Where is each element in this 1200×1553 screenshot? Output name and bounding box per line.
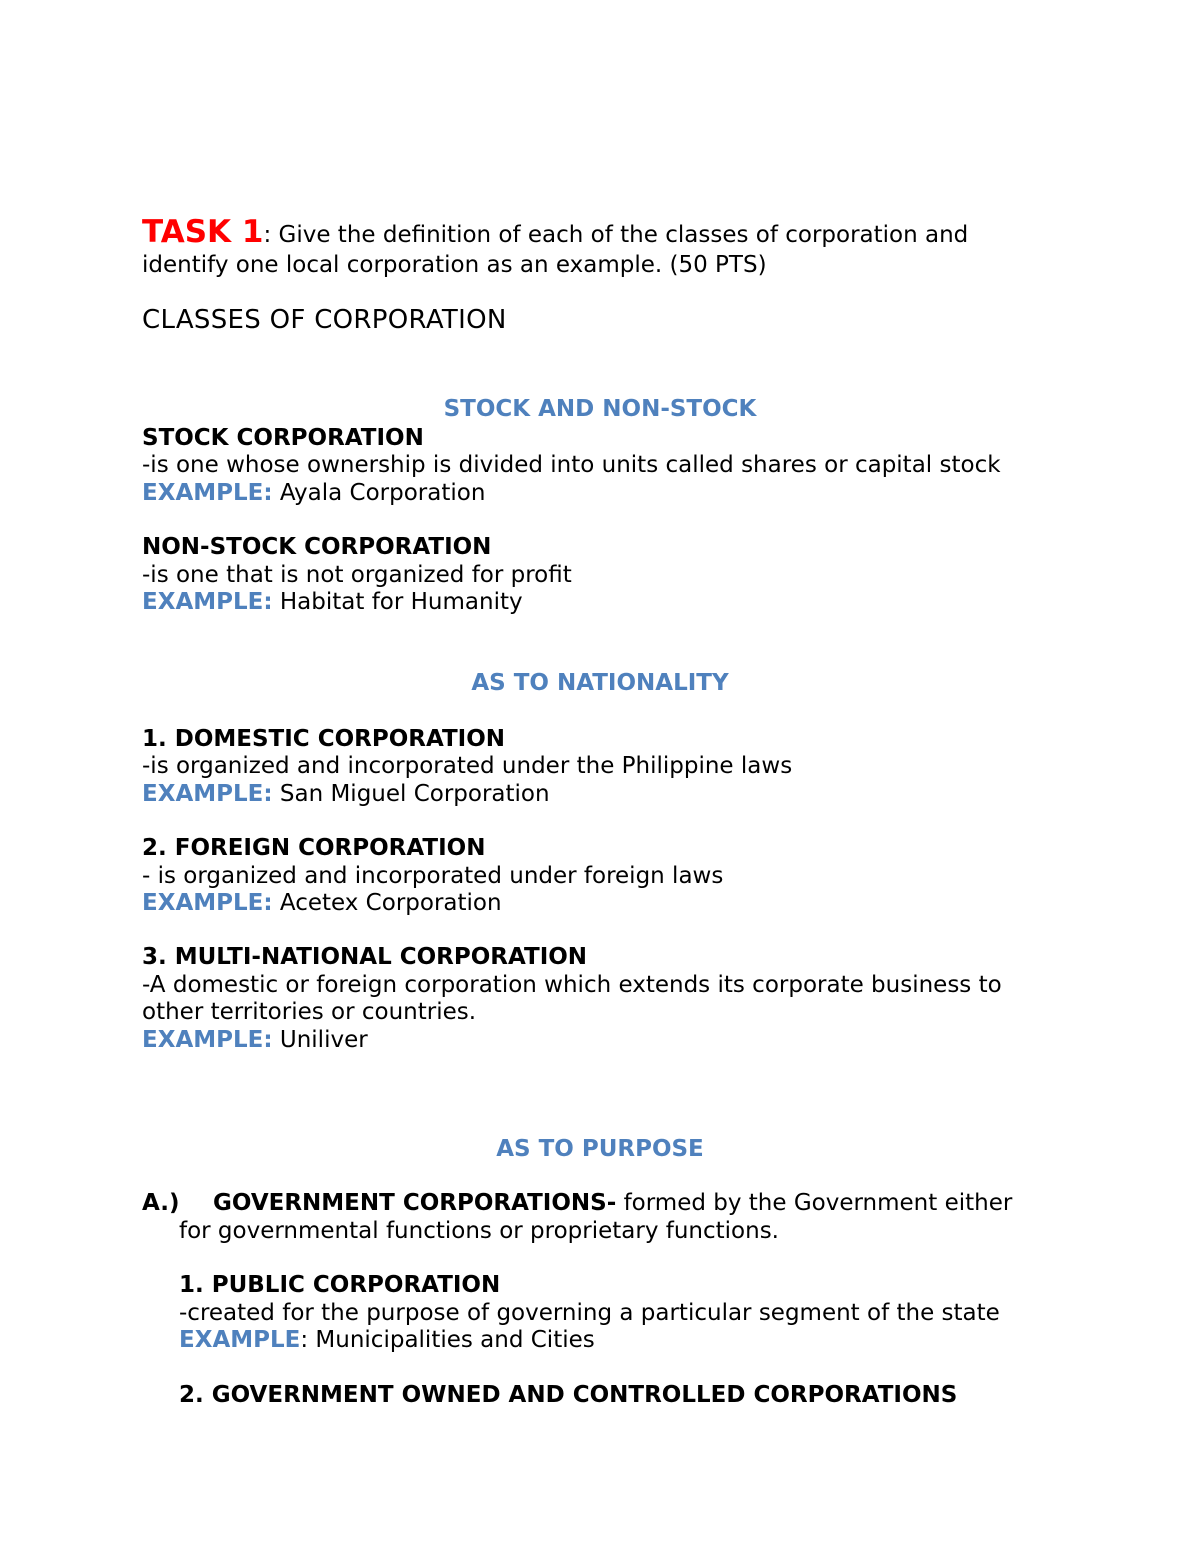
section-heading-purpose: AS TO PURPOSE [496,1136,704,1162]
task-instruction-line-2: identify one local corporation as an example. (50 PTS) [142,252,767,278]
example-label: EXAMPLE: [142,781,273,807]
example-label: EXAMPLE: [142,1027,273,1053]
domestic-corporation-title: 1. DOMESTIC CORPORATION [142,726,506,752]
government-corporations-definition: formed by the Government either [616,1190,1013,1216]
stock-corporation-definition: -is one whose ownership is divided into units called shares or capital stock [142,452,1001,478]
page-title: CLASSES OF CORPORATION [142,305,507,335]
foreign-corporation-title: 2. FOREIGN CORPORATION [142,835,486,861]
section-heading-nationality: AS TO NATIONALITY [471,670,729,696]
government-corporations-marker: A.) [142,1190,180,1216]
example-value: : Municipalities and Cities [300,1327,595,1353]
nonstock-corporation-title: NON-STOCK CORPORATION [142,534,492,560]
foreign-corporation-definition: - is organized and incorporated under foreign laws [142,863,724,889]
example-label: EXAMPLE: [142,480,273,506]
nonstock-corporation-example [142,588,523,616]
stock-corporation-title: STOCK CORPORATION [142,425,424,451]
example-value: Ayala Corporation [272,480,486,506]
example-label: EXAMPLE: [142,589,273,615]
example-value: San Miguel Corporation [272,781,550,807]
government-corporations-title: GOVERNMENT CORPORATIONS- [213,1190,617,1216]
multinational-corporation-title: 3. MULTI-NATIONAL CORPORATION [142,944,588,970]
multinational-corporation-definition-line-2: other territories or countries. [142,999,477,1025]
foreign-corporation-example [142,889,502,917]
public-corporation-title: 1. PUBLIC CORPORATION [179,1272,501,1298]
task-line-1 [142,214,968,250]
public-corporation-example [179,1326,595,1354]
government-corporations-line-2: for governmental functions or proprietary functions. [179,1218,779,1244]
public-corporation-definition: -created for the purpose of governing a particular segment of the state [179,1300,1000,1326]
section-heading-stock: STOCK AND NON-STOCK [443,396,757,422]
example-value: Acetex Corporation [272,890,502,916]
task-instruction-line-1: : Give the definition of each of the classes of corporation and [263,222,969,248]
gocc-title: 2. GOVERNMENT OWNED AND CONTROLLED CORPORATIONS [179,1382,958,1408]
example-value: Habitat for Humanity [272,589,523,615]
nonstock-corporation-definition: -is one that is not organized for profit [142,562,572,588]
stock-corporation-example [142,479,485,507]
domestic-corporation-definition: -is organized and incorporated under the Philippine laws [142,753,793,779]
task-label: TASK 1 [142,214,264,250]
multinational-corporation-definition-line-1: -A domestic or foreign corporation which extends its corporate business to [142,972,1002,998]
government-corporations-line-1 [213,1189,1012,1217]
multinational-corporation-example [142,1026,368,1054]
example-label: EXAMPLE [179,1327,301,1353]
domestic-corporation-example [142,780,550,808]
example-value: Uniliver [272,1027,368,1053]
example-label: EXAMPLE: [142,890,273,916]
